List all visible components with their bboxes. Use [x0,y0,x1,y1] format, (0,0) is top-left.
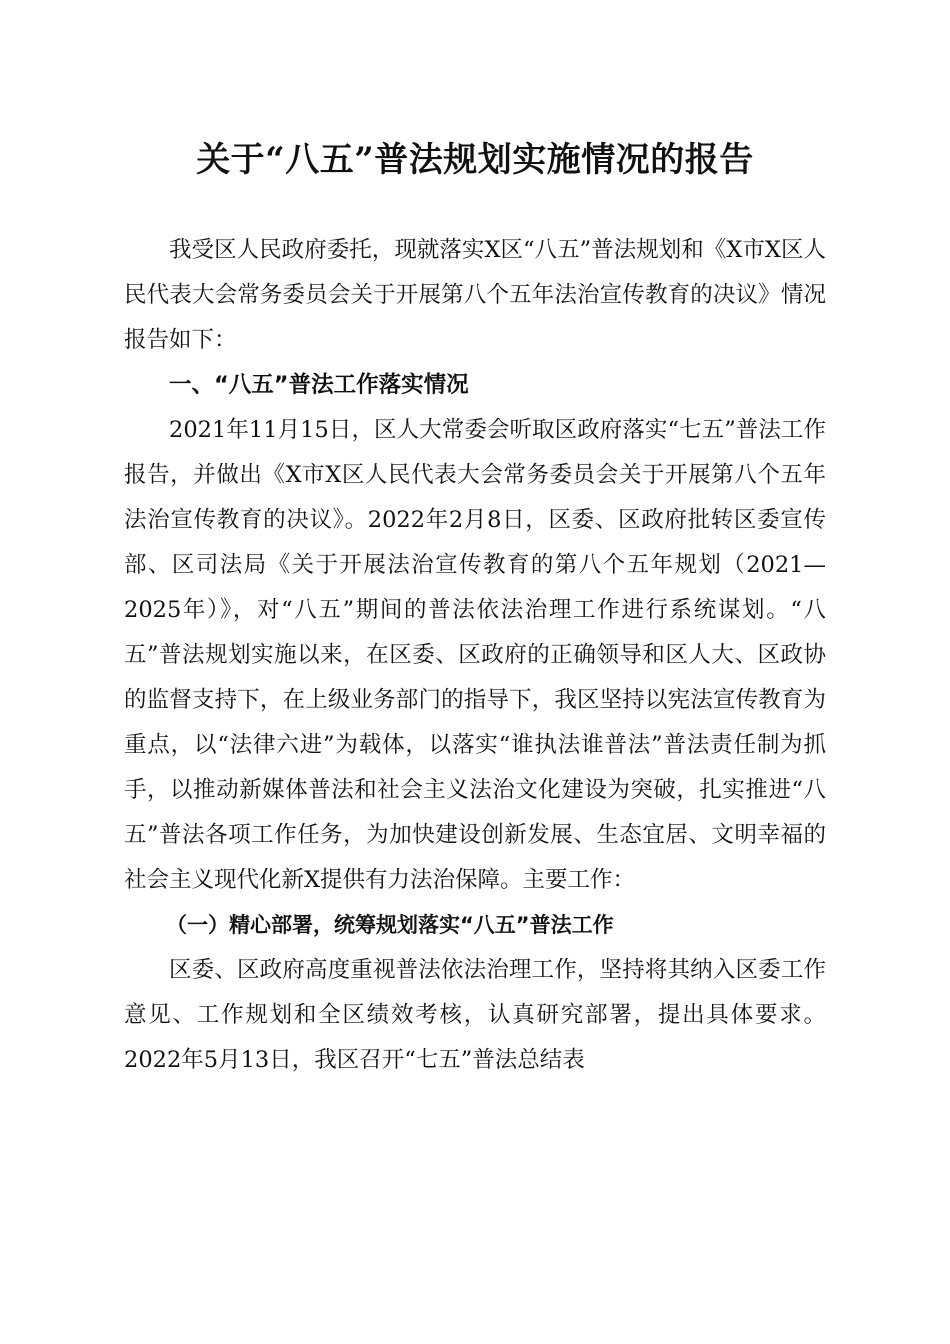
document-title: 关于“八五”普法规划实施情况的报告 [196,140,754,180]
subsection-paragraph: 区委、区政府高度重视普法依法治理工作，坚持将其纳入区委工作意见、工作规划和全区绩效考核，认真研究部署，提出具体要求。2022年5月13日，我区召开“七五”普法总结表 [124,957,826,1073]
intro-paragraph: 我受区人民政府委托，现就落实X区“八五”普法规划和《X市X区人民代表大会常务委员会关于开展第八个五年法治宣传教育的决议》情况报告如下： [124,237,826,353]
document-body [124,228,826,1083]
section-heading: 一、“八五”普法工作落实情况 [169,372,469,398]
section-paragraph: 2021年11月15日，区人大常委会听取区政府落实“七五”普法工作报告，并做出《X市X区人民代表大会常务委员会关于开展第八个五年法治宣传教育的决议》。2022年2月8日，区委、区政府批转区委宣传部、区司法局《关于开展法治宣传教育的第八个五年规划（2021—2025年）》，对“八五”期间的普法依法治理工作进行系统谋划。“八五”普法规划实施以来，在区委、区政府的正确领导和区人大、区政协的监督支持下，在上级业务部门的指导下，我区坚持以宪法宣传教育为重点，以“法律六进”为载体，以落实“谁执法谁普法”普法责任制为抓手，以推动新媒体普法和社会主义法治文化建设为突破，扎实推进“八五”普法各项工作任务，为加快建设创新发展、生态宜居、文明幸福的社会主义现代化新X提供有力法治保障。主要工作： [124,417,826,893]
subsection-heading: （一）精心部署，统筹规划落实“八五”普法工作 [166,913,614,937]
